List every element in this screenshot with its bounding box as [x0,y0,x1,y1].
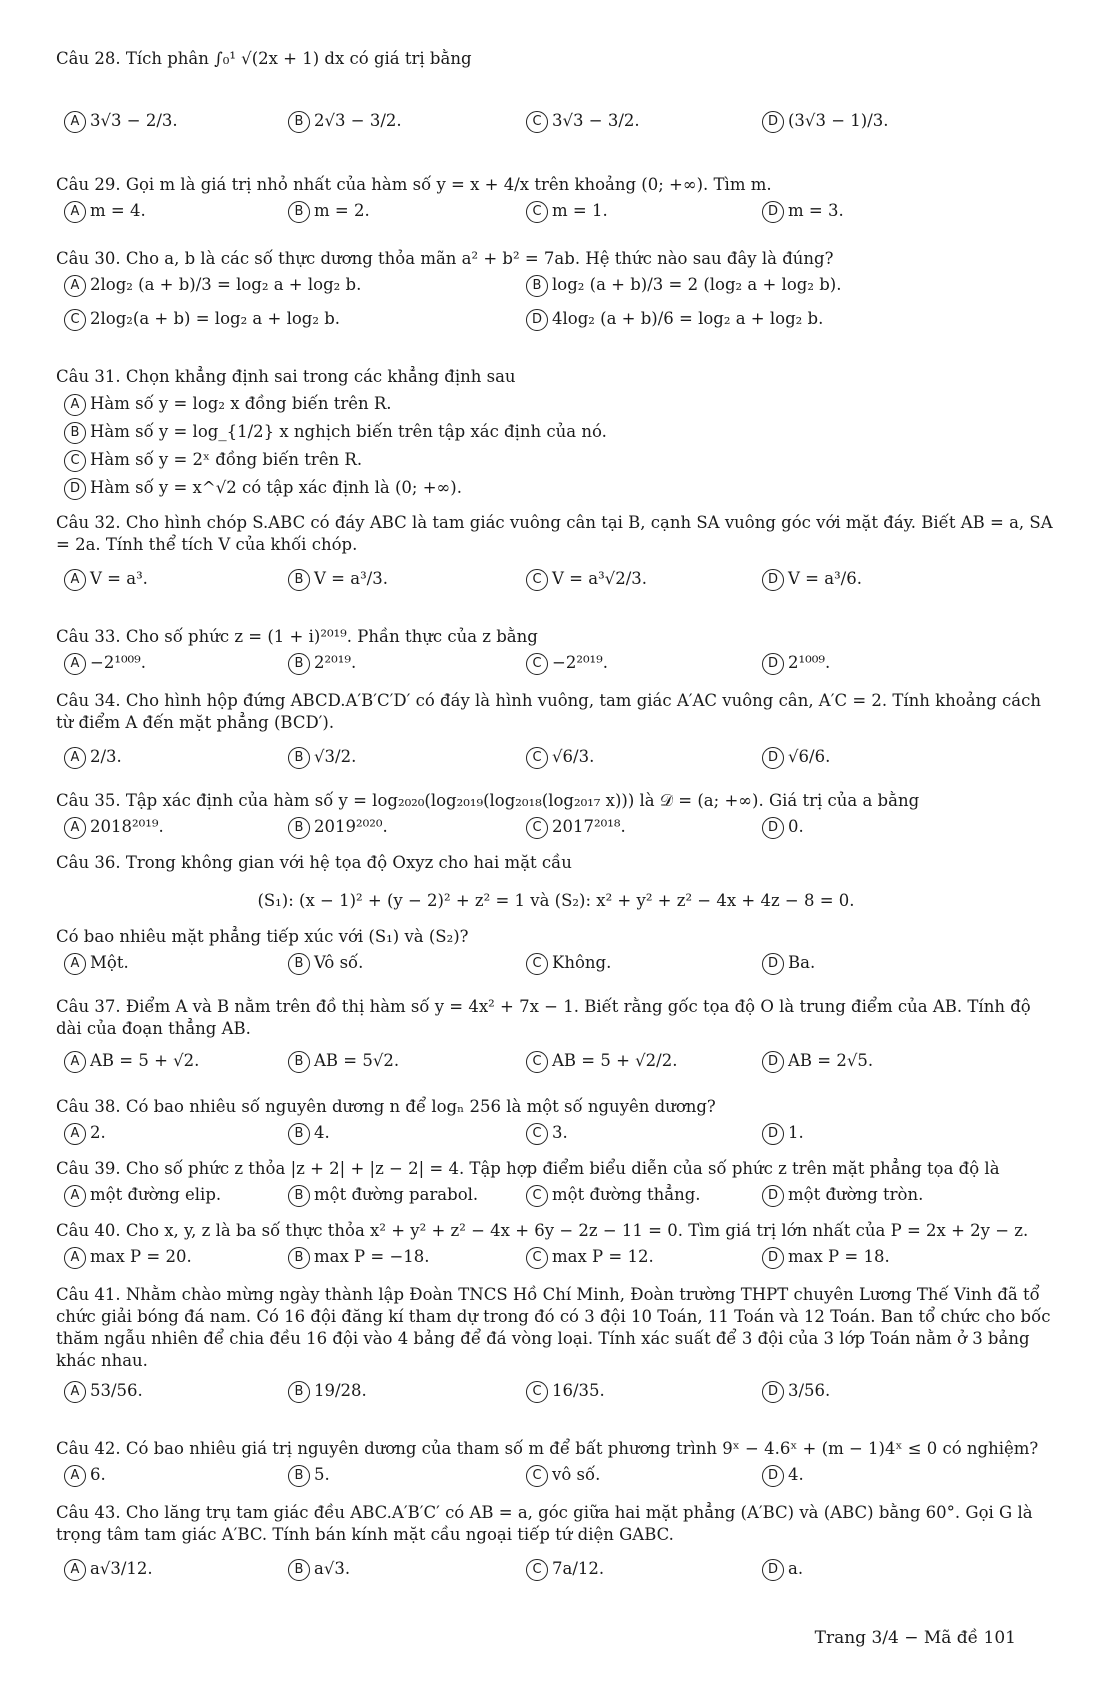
option-text: (3√3 − 1)/3. [788,111,889,130]
option-letter: D [762,1051,784,1073]
answer-options [56,1184,1056,1214]
option-letter: D [762,569,784,591]
option-letter: A [64,1559,86,1581]
option-text: 2log₂ (a + b)/3 = log₂ a + log₂ b. [90,275,362,294]
question-stem: Câu 31. Chọn khẳng định sai trong các khẳng định sau [56,367,516,386]
option-b[interactable] [288,110,402,133]
option-text: 2018²⁰¹⁹. [90,817,164,836]
question-stem: Câu 37. Điểm A và B nằm trên đồ thị hàm số y = 4x² + 7x − 1. Biết rằng gốc tọa độ O là trung điểm của AB. Tính độ dài của đoạn thẳng AB. [56,997,1031,1038]
option-letter: C [526,817,548,839]
option-letter: A [64,747,86,769]
answer-options [56,746,1056,776]
option-c[interactable] [526,952,611,975]
option-letter: D [762,747,784,769]
option-c[interactable] [526,1246,654,1269]
option-letter: D [762,1381,784,1403]
sphere-equations: (S₁): (x − 1)² + (y − 2)² + z² = 1 và (S₂): x² + y² + z² − 4x + 4z − 8 = 0. [257,891,855,910]
question-38 [56,1096,1056,1152]
option-text: vô số. [552,1465,601,1484]
option-text: m = 4. [90,201,146,220]
question-32 [56,512,1056,598]
question-stem: Câu 29. Gọi m là giá trị nhỏ nhất của hàm số y = x + 4/x trên khoảng (0; +∞). Tìm m. [56,175,772,194]
option-letter: A [64,394,86,416]
option-letter: D [526,309,548,331]
option-letter: C [64,309,86,331]
option-letter: A [64,275,86,297]
option-d[interactable] [64,474,1056,502]
question-stem: Câu 32. Cho hình chóp S.ABC có đáy ABC là tam giác vuông cân tại B, cạnh SA vuông góc với mặt đáy. Biết AB = a, SA = 2a. Tính thể tích V của khối chóp. [56,513,1053,554]
question-33 [56,626,1056,682]
option-text: max P = 18. [788,1247,890,1266]
answer-options [56,652,1056,682]
option-a[interactable] [64,746,122,769]
option-letter: C [526,1465,548,1487]
option-text: V = a³√2/3. [552,569,647,588]
option-text: log₂ (a + b)/3 = 2 (log₂ a + log₂ b). [552,275,842,294]
option-a[interactable] [64,200,146,223]
option-text: một đường elip. [90,1185,222,1204]
option-c[interactable] [526,1184,701,1207]
option-letter: B [288,201,310,223]
option-letter: A [64,1185,86,1207]
option-text: 2log₂(a + b) = log₂ a + log₂ b. [90,309,341,328]
option-text: V = a³/3. [314,569,388,588]
option-b[interactable] [288,200,370,223]
option-letter: C [526,953,548,975]
option-letter: C [526,1123,548,1145]
option-letter: B [288,953,310,975]
question-stem: Câu 40. Cho x, y, z là ba số thực thỏa x² + y² + z² − 4x + 6y − 2z − 11 = 0. Tìm giá trị lớn nhất của P = 2x + 2y − z. [56,1221,1029,1240]
option-c[interactable] [526,746,594,769]
question-stem: Câu 43. Cho lăng trụ tam giác đều ABC.A′B′C′ có AB = a, góc giữa hai mặt phẳng (A′BC) và (ABC) bằng 60°. Gọi G là trọng tâm tam giác A′BC. Tính bán kính mặt cầu ngoại tiếp tứ diện GABC. [56,1503,1033,1544]
option-c[interactable] [526,1380,605,1403]
option-text: Ba. [788,953,816,972]
answer-options [56,568,1056,598]
option-b[interactable] [288,568,388,591]
option-text: Hàm số y = x^√2 có tập xác định là (0; +∞). [90,478,462,497]
option-text: 2. [90,1123,106,1142]
option-b[interactable] [288,816,388,839]
option-b[interactable] [288,652,356,675]
option-letter: B [288,1123,310,1145]
question-stem: Câu 36. Trong không gian với hệ tọa độ Oxyz cho hai mặt cầu [56,853,572,872]
option-letter: C [526,1559,548,1581]
option-text: 3. [552,1123,568,1142]
option-d[interactable] [762,652,830,675]
option-text: 4. [314,1123,330,1142]
option-c[interactable] [526,1464,600,1487]
option-letter: D [762,1465,784,1487]
option-letter: D [762,653,784,675]
option-d[interactable] [762,1380,830,1403]
option-letter: A [64,1247,86,1269]
option-letter: C [526,1247,548,1269]
option-text: −2²⁰¹⁹. [552,653,609,672]
option-text: 0. [788,817,804,836]
question-stem: Câu 33. Cho số phức z = (1 + i)²⁰¹⁹. Phần thực của z bằng [56,627,538,646]
answer-options [56,1464,1056,1494]
option-text: √3/2. [314,747,357,766]
question-stem: Câu 41. Nhằm chào mừng ngày thành lập Đoàn TNCS Hồ Chí Minh, Đoàn trường THPT chuyên Lương Thế Vinh đã tổ chức giải bóng đá nam. Có 16 đội đăng kí tham dự trong đó có 3 đội 10 Toán, 11 Toán và 12 Toán. Ban tổ chức cho bốc thăm ngẫu nhiên để chia đều 16 đội vào 4 bảng để đá vòng loại. Tính xác suất để 3 đội của 3 lớp Toán nằm ở 3 bảng khác nhau. [56,1285,1051,1370]
question-34 [56,690,1056,776]
option-c[interactable] [64,308,340,331]
option-letter: A [64,569,86,591]
option-c[interactable] [64,446,1056,474]
answer-options [56,308,1056,338]
option-b[interactable] [288,1558,350,1581]
option-letter: C [526,653,548,675]
option-text: max P = −18. [314,1247,430,1266]
option-text: Hàm số y = log_{1/2} x nghịch biến trên tập xác định của nó. [90,422,607,441]
question-43 [56,1502,1056,1588]
option-text: 4. [788,1465,804,1484]
option-b[interactable] [288,1122,330,1145]
option-letter: B [288,817,310,839]
option-letter: A [64,201,86,223]
option-text: 3√3 − 2/3. [90,111,178,130]
option-d[interactable] [762,952,815,975]
question-41 [56,1284,1056,1410]
page-footer: Trang 3/4 − Mã đề 101 [814,1628,1016,1648]
option-letter: D [762,111,784,133]
option-b[interactable] [64,418,1056,446]
option-b[interactable] [288,1246,430,1269]
question-36 [56,852,1056,982]
option-d[interactable] [762,568,862,591]
option-d[interactable] [762,1050,873,1073]
option-letter: C [526,747,548,769]
option-text: max P = 12. [552,1247,654,1266]
answer-options [56,1558,1056,1588]
option-b[interactable] [288,746,356,769]
option-letter: C [526,569,548,591]
option-letter: C [526,1051,548,1073]
question-stem: Câu 28. Tích phân ∫₀¹ √(2x + 1) dx có giá trị bằng [56,49,472,68]
answer-options [56,816,1056,846]
answer-options [56,110,1056,140]
option-c[interactable] [526,816,626,839]
option-a[interactable] [64,952,129,975]
option-text: 2019²⁰²⁰. [314,817,388,836]
option-c[interactable] [526,652,608,675]
question-stem: Câu 34. Cho hình hộp đứng ABCD.A′B′C′D′ có đáy là hình vuông, tam giác A′AC vuông cân, A′C = 2. Tính khoảng cách từ điểm A đến mặt phẳng (BCD′). [56,691,1041,732]
option-b[interactable] [288,1464,330,1487]
option-d[interactable] [762,1122,804,1145]
option-d[interactable] [526,308,823,331]
option-c[interactable] [526,1050,677,1073]
option-c[interactable] [526,110,640,133]
option-letter: D [64,478,86,500]
option-letter: A [64,1381,86,1403]
option-text: Hàm số y = log₂ x đồng biến trên R. [90,394,392,413]
option-b[interactable] [288,1184,478,1207]
option-text: 6. [90,1465,106,1484]
option-text: max P = 20. [90,1247,192,1266]
option-d[interactable] [762,110,889,133]
answer-options [56,1246,1056,1276]
option-text: a√3/12. [90,1559,153,1578]
option-a[interactable] [64,1558,153,1581]
question-stem: Câu 35. Tập xác định của hàm số y = log₂₀₂₀(log₂₀₁₉(log₂₀₁₈(log₂₀₁₇ x))) là 𝒟 = (a; +∞). Giá trị của a bằng [56,791,920,810]
option-b[interactable] [526,274,841,297]
option-letter: B [288,1465,310,1487]
option-letter: C [526,111,548,133]
option-letter: A [64,817,86,839]
option-c[interactable] [526,568,647,591]
question-stem-continued: Có bao nhiêu mặt phẳng tiếp xúc với (S₁) và (S₂)? [56,927,469,946]
option-text: 4log₂ (a + b)/6 = log₂ a + log₂ b. [552,309,824,328]
option-text: a√3. [314,1559,351,1578]
option-d[interactable] [762,1558,803,1581]
option-text: AB = 5 + √2. [90,1051,200,1070]
option-letter: B [64,422,86,444]
option-text: m = 3. [788,201,844,220]
option-text: AB = 2√5. [788,1051,874,1070]
option-letter: B [288,111,310,133]
option-letter: B [288,1559,310,1581]
answer-options [56,274,1056,304]
option-text: 3√3 − 3/2. [552,111,640,130]
option-letter: C [526,201,548,223]
option-d[interactable] [762,746,830,769]
option-d[interactable] [762,1246,890,1269]
question-35 [56,790,1056,846]
answer-options [56,200,1056,230]
option-letter: C [526,1185,548,1207]
option-text: 2¹⁰⁰⁹. [788,653,831,672]
option-b[interactable] [288,952,363,975]
question-stem: Câu 30. Cho a, b là các số thực dương thỏa mãn a² + b² = 7ab. Hệ thức nào sau đây là đúng? [56,249,834,268]
answer-options [56,1122,1056,1152]
option-letter: B [288,1051,310,1073]
option-letter: A [64,653,86,675]
option-a[interactable] [64,652,146,675]
option-letter: B [288,1185,310,1207]
option-text: √6/6. [788,747,831,766]
option-text: 53/56. [90,1381,143,1400]
option-text: một đường thẳng. [552,1185,701,1204]
option-letter: D [762,1559,784,1581]
option-letter: C [64,450,86,472]
option-letter: B [288,653,310,675]
option-text: 7a/12. [552,1559,605,1578]
question-42 [56,1438,1056,1494]
option-letter: D [762,1185,784,1207]
option-text: AB = 5√2. [314,1051,400,1070]
option-text: 19/28. [314,1381,367,1400]
option-text: 2/3. [90,747,122,766]
option-letter: C [526,1381,548,1403]
option-d[interactable] [762,1464,804,1487]
option-letter: A [64,1123,86,1145]
option-a[interactable] [64,568,148,591]
option-b[interactable] [288,1380,367,1403]
option-d[interactable] [762,1184,923,1207]
option-letter: A [64,953,86,975]
answer-options [56,1380,1056,1410]
question-28 [56,48,1056,140]
option-c[interactable] [526,1122,568,1145]
option-text: AB = 5 + √2/2. [552,1051,678,1070]
option-letter: B [288,1247,310,1269]
option-text: Một. [90,953,129,972]
option-text: 3/56. [788,1381,831,1400]
option-letter: A [64,1465,86,1487]
question-stem: Câu 42. Có bao nhiêu giá trị nguyên dương của tham số m để bất phương trình 9ˣ − 4.6ˣ + (m − 1)4ˣ ≤ 0 có nghiệm? [56,1439,1039,1458]
question-40 [56,1220,1056,1276]
option-text: 16/35. [552,1381,605,1400]
answer-options [56,952,1056,982]
option-a[interactable] [64,1122,106,1145]
question-stem: Câu 38. Có bao nhiêu số nguyên dương n để logₙ 256 là một số nguyên dương? [56,1097,716,1116]
question-30 [56,248,1056,338]
option-text: 2²⁰¹⁹. [314,653,357,672]
option-text: m = 1. [552,201,608,220]
option-text: Không. [552,953,612,972]
question-39 [56,1158,1056,1214]
option-text: 2√3 − 3/2. [314,111,402,130]
option-c[interactable] [526,200,608,223]
option-letter: D [762,1123,784,1145]
option-letter: D [762,201,784,223]
option-a[interactable] [64,1050,199,1073]
option-a[interactable] [64,816,164,839]
option-letter: B [526,275,548,297]
option-letter: D [762,953,784,975]
option-letter: A [64,1051,86,1073]
option-text: 1. [788,1123,804,1142]
option-text: √6/3. [552,747,595,766]
question-stem: Câu 39. Cho số phức z thỏa |z + 2| + |z − 2| = 4. Tập hợp điểm biểu diễn của số phức z trên mặt phẳng tọa độ là [56,1159,1000,1178]
option-text: V = a³/6. [788,569,862,588]
option-text: một đường parabol. [314,1185,479,1204]
option-a[interactable] [64,1464,106,1487]
option-letter: D [762,817,784,839]
option-text: V = a³. [90,569,148,588]
option-a[interactable] [64,1380,143,1403]
question-37 [56,996,1056,1080]
option-a[interactable] [64,1246,192,1269]
option-text: 2017²⁰¹⁸. [552,817,626,836]
option-letter: D [762,1247,784,1269]
option-text: m = 2. [314,201,370,220]
question-31 [56,366,1056,502]
option-text: một đường tròn. [788,1185,924,1204]
option-text: a. [788,1559,804,1578]
option-a[interactable] [64,110,178,133]
option-a[interactable] [64,274,361,297]
answer-options [64,390,1056,502]
option-b[interactable] [288,1050,399,1073]
option-c[interactable] [526,1558,604,1581]
option-a[interactable] [64,390,1056,418]
option-letter: B [288,747,310,769]
option-d[interactable] [762,816,804,839]
option-text: Hàm số y = 2ˣ đồng biến trên R. [90,450,363,469]
option-letter: A [64,111,86,133]
option-letter: B [288,1381,310,1403]
option-text: 5. [314,1465,330,1484]
option-text: −2¹⁰⁰⁹. [90,653,147,672]
answer-options [56,1050,1056,1080]
option-a[interactable] [64,1184,221,1207]
option-text: Vô số. [314,953,364,972]
question-29 [56,174,1056,230]
option-d[interactable] [762,200,844,223]
option-letter: B [288,569,310,591]
